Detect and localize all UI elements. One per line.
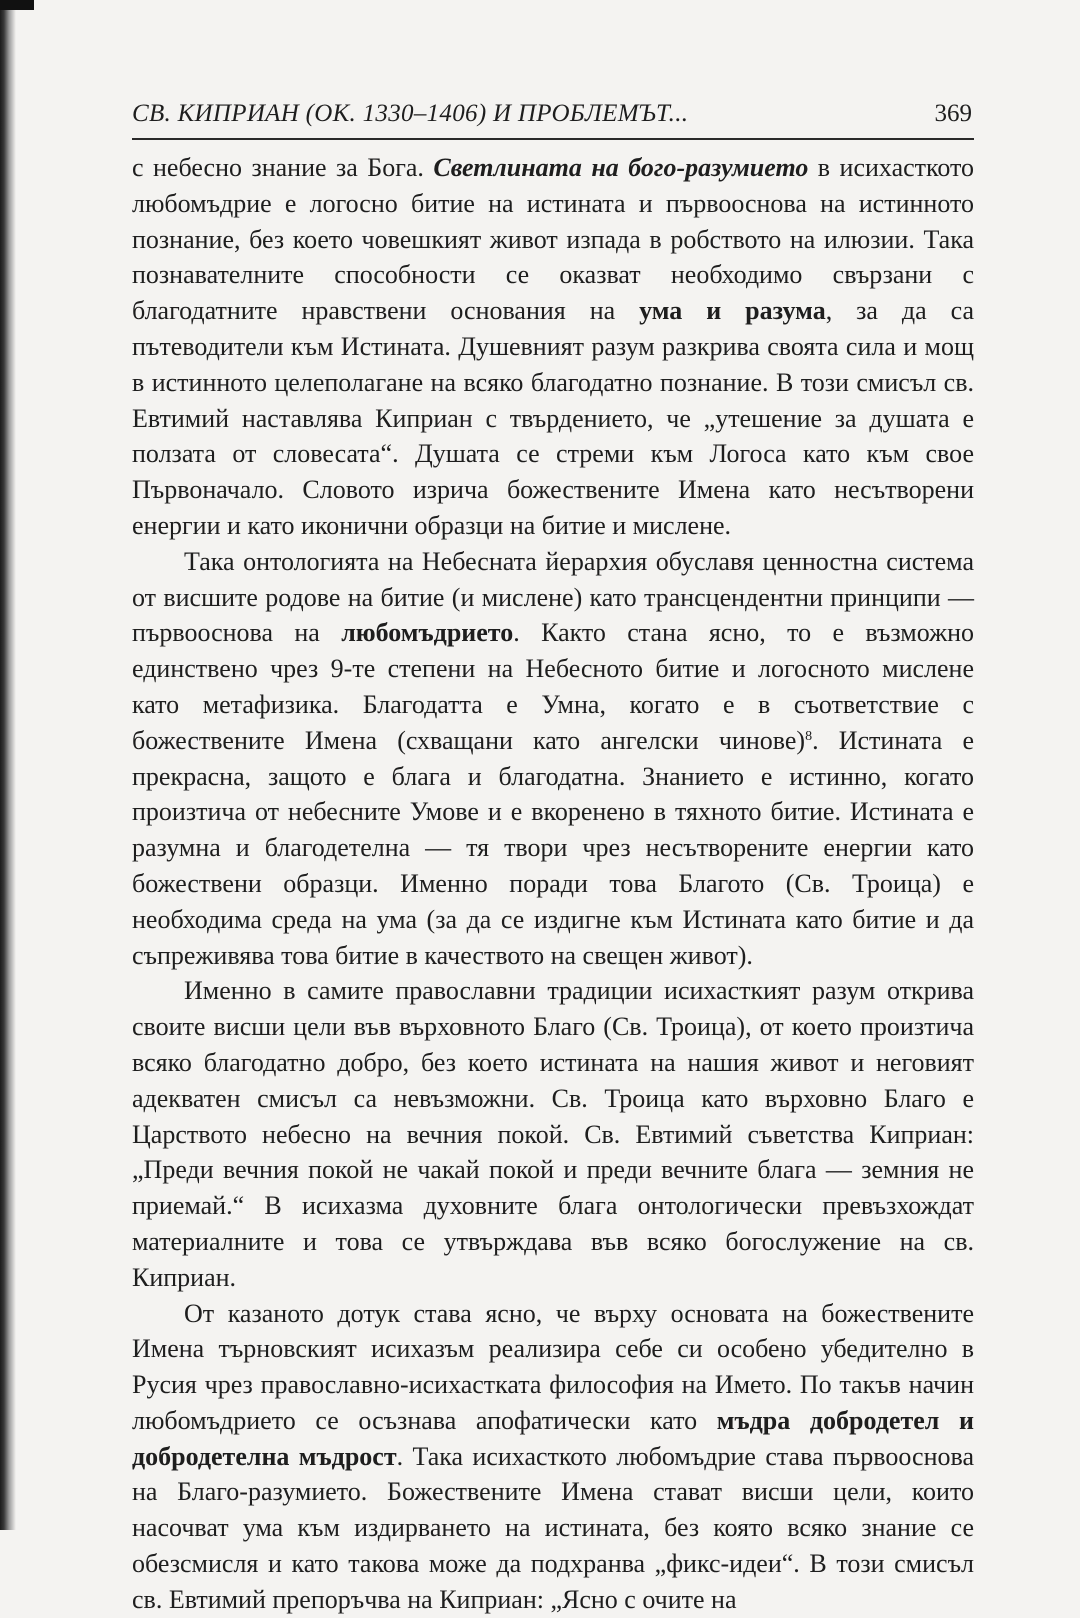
- running-header-title: СВ. КИПРИАН (ОК. 1330–1406) И ПРОБЛЕМЪТ...: [132, 100, 689, 127]
- page-gutter-shadow: [0, 0, 16, 1530]
- p1-emphasis-light-of-god-reason: Светлината на бого-разумието: [433, 153, 809, 182]
- paragraph-4: [132, 1296, 974, 1618]
- p4-text-a: От казаното дотук става ясно, че върху основата на божествените Имена търновският исихазъм реализира себе си особено убедително в Русия чрез православно-исихастката философия на Името. По такъв начин любомъдрието се осъзнава апофатически като: [132, 1298, 974, 1435]
- p1-text-c: , за да са пътеводители към Истината. Душевният разум разкрива своята сила и мощ в истинното целеполагане на всяко благодатно познание. В този смисъл св. Евтимий наставлява Киприан с твърдението, че „утешение за душата е ползата от словесата“. Душата се стреми към Логоса като към свое Първоначало. Словото изрича божествените Имена като несътворени енергии и като иконични образци на битие и мислене.: [132, 296, 974, 540]
- footnote-marker: 8: [805, 728, 813, 744]
- running-header: [132, 98, 974, 140]
- paragraph-2: [132, 544, 974, 974]
- p1-text-b: в исихасткото любомъдрие е логосно битие на истината и първооснова на истинното познание, без което човешкият живот изпада в робството на илюзии. Така познавателните способности се оказват необходимо свързани с благодатните нравствени основания на: [132, 153, 974, 326]
- scan-corner-mark: [0, 0, 34, 10]
- p2-text-a: Така онтологията на Небесната йерархия обуславя ценностна система от висшите родове на битие (и мислене) като трансцендентни принципи — първооснова на: [132, 546, 974, 648]
- p2-text-b: . Както стана ясно, то е възможно единствено чрез 9-те степени на Небесното битие и логосното мислене като метафизика. Благодатта е Умна, когато е в съответствие с божествените Имена (схващани като ангелски чинове): [132, 618, 974, 755]
- p3-text: Именно в самите православни традиции исихасткият разум открива своите висши цели във върховното Благо (Св. Троица), от което произтича всяко благодатно добро, без което истината на нашия живот и неговият адекватен смисъл са невъзможни. Св. Троица като върховно Благо е Царството небесно на вечния покой. Св. Евтимий съветства Киприан: „Преди вечния покой не чакай покой и преди вечните блага — земния не приемай.“ В исихазма духовните блага онтологически превъзхождат материалните и това се утвърждава във всяко богослужение на св. Киприан.: [132, 976, 974, 1292]
- p4-text-b: . Така исихасткото любомъдрие става първооснова на Благо-разумието. Божествените Имена стават висши цели, които насочват ума към издирването на истината, без която всяко знание се обезсмисля и като такова може да подхранва „фикс-идеи“. В този смисъл св. Евтимий препоръчва на Киприан: „Ясно с очите на: [132, 1441, 974, 1614]
- main-text: [132, 150, 974, 1618]
- page-number: 369: [934, 100, 972, 127]
- paragraph-1: [132, 150, 974, 544]
- paragraph-3: [132, 973, 974, 1295]
- p2-text-c: . Истината е прекрасна, защото е блага и благодатна. Знанието е истинно, когато произтича от небесните Умове и е вкоренено в тяхното битие. Истината е разумна и благодетелна — тя твори чрез несътворените енергии като божествени образци. Именно поради това Благото (Св. Троица) е необходима среда на ума (за да се издигне към Истината като битие и да съпреживява това битие в качеството на свещен живот).: [132, 725, 974, 970]
- p2-emphasis-love-of-wisdom: любомъдрието: [341, 618, 514, 648]
- p1-emphasis-mind-and-reason: ума и разума: [639, 296, 826, 326]
- p1-text-a: с небесно знание за Бога.: [132, 153, 434, 182]
- p4-emphasis-wise-virtue: мъдра добродетел и добродетелна мъдрост: [132, 1405, 974, 1471]
